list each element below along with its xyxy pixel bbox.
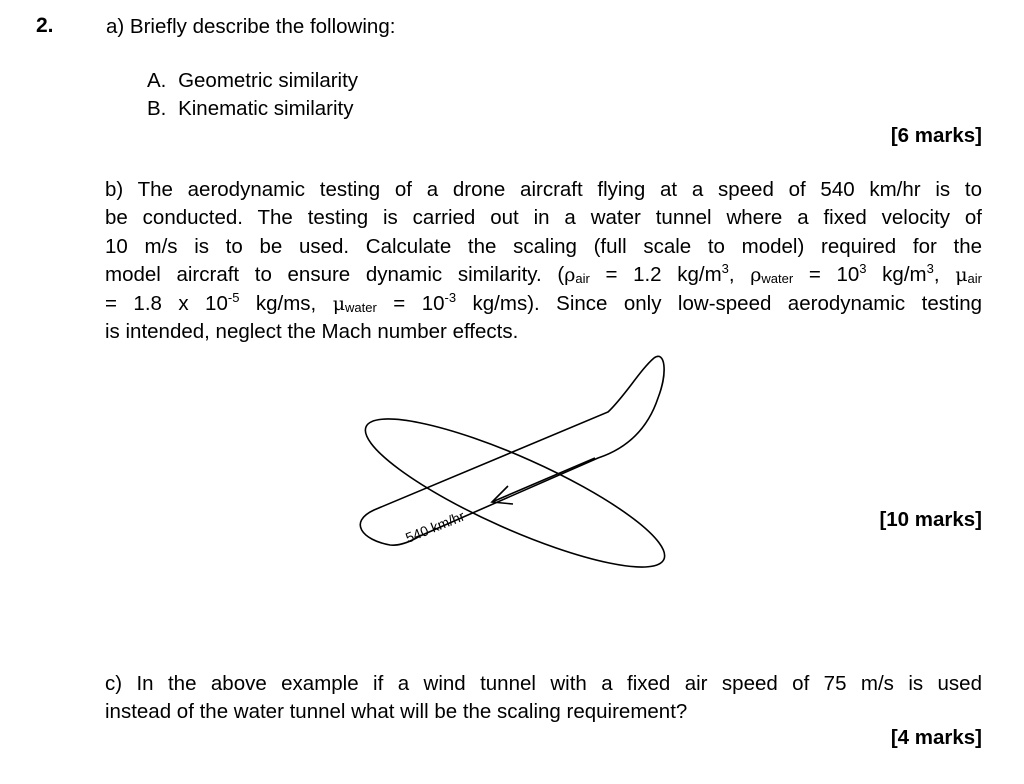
- air-subscript: air: [575, 271, 590, 287]
- part-b-marks: [10 marks]: [879, 508, 982, 531]
- part-b-line-2: be conducted. The testing is carried out in a water tunnel where a fixed velocity of: [105, 206, 982, 230]
- separator: ,: [728, 263, 751, 287]
- item-letter: B.: [147, 97, 167, 120]
- part-a-marks: [6 marks]: [890, 124, 982, 147]
- part-c-marks: [4 marks]: [890, 726, 982, 749]
- speed-label: 540 km/hr: [403, 507, 467, 546]
- mu-symbol: μ: [332, 292, 346, 315]
- direction-arrow-shaft: [492, 458, 595, 502]
- part-b-paragraph: [105, 176, 982, 346]
- water-subscript: water: [761, 271, 794, 287]
- mu-water-value: = 10: [376, 291, 445, 315]
- rho-air-value: = 1.2 kg/m: [589, 263, 722, 287]
- part-b-line-4: [105, 261, 982, 289]
- rho-symbol: ρ: [564, 264, 576, 287]
- exponent-minus-5: -5: [227, 289, 240, 305]
- rho-water-value: = 10: [793, 263, 860, 287]
- item-text: Geometric similarity: [178, 69, 359, 92]
- exponent-3: 3: [859, 261, 867, 277]
- mu-symbol: μ: [955, 264, 968, 287]
- aircraft-fuselage: [360, 356, 664, 545]
- part-b-line-3: 10 m/s is to be used. Calculate the scaling (full scale to model) required for the: [105, 234, 982, 258]
- part-a-item-a: [147, 67, 358, 95]
- part-b-line-1: b) The aerodynamic testing of a drone aircraft flying at a speed of 540 km/hr is to: [105, 178, 982, 201]
- part-c-paragraph: [105, 670, 982, 727]
- water-subscript: water: [345, 299, 377, 315]
- line5-end: kg/ms). Since only low-speed aerodynamic testing: [456, 291, 983, 315]
- line4-text: model aircraft to ensure dynamic similarity. (: [105, 263, 565, 287]
- part-b-line-5: [105, 290, 982, 318]
- aircraft-diagram: [340, 350, 700, 570]
- exponent-minus-3: -3: [444, 289, 457, 305]
- exponent-3: 3: [926, 261, 934, 277]
- item-letter: A.: [147, 69, 167, 92]
- unit-kgm: kg/m: [866, 263, 927, 287]
- part-a-item-b: [147, 95, 354, 123]
- item-text: Kinematic similarity: [178, 97, 354, 120]
- air-subscript: air: [967, 271, 982, 287]
- part-c-line-1: c) In the above example if a wind tunnel with a fixed air speed of 75 m/s is used: [105, 672, 982, 695]
- part-a-prompt: a) Briefly describe the following:: [106, 15, 396, 38]
- unit-kgms: kg/ms,: [239, 291, 333, 315]
- rho-symbol: ρ: [750, 264, 762, 287]
- mu-air-value: = 1.8 x 10: [105, 291, 228, 315]
- separator: ,: [933, 263, 956, 287]
- exponent-3: 3: [721, 261, 729, 277]
- question-number: 2.: [36, 14, 54, 37]
- part-b-line-6: is intended, neglect the Mach number effects.: [105, 320, 519, 344]
- part-c-line-2: instead of the water tunnel what will be the scaling requirement?: [105, 700, 688, 724]
